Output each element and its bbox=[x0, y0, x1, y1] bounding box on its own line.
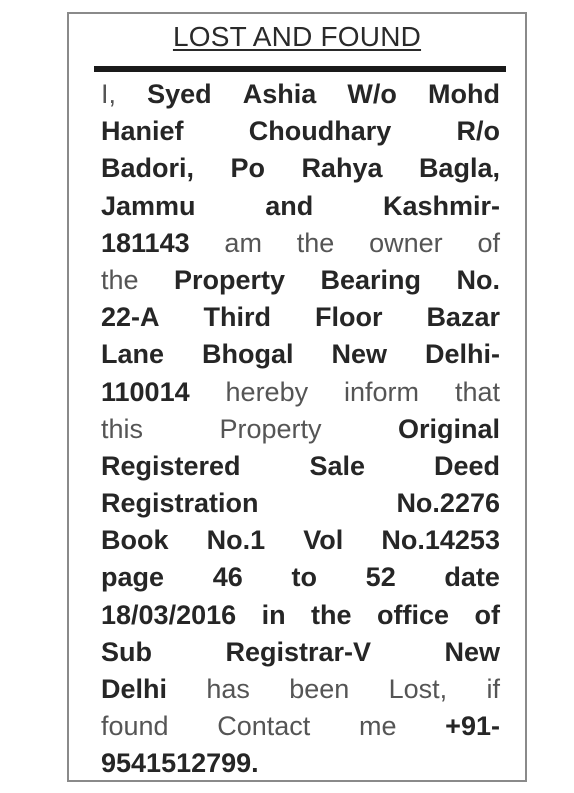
notice-word: the bbox=[311, 599, 352, 630]
notice-word: and bbox=[265, 190, 314, 221]
notice-word: the bbox=[101, 264, 139, 295]
notice-word: Floor bbox=[314, 302, 383, 333]
notice-word: office bbox=[377, 599, 450, 630]
notice-word: No.14253 bbox=[381, 525, 500, 556]
notice-word: Hanief bbox=[101, 116, 184, 147]
notice-word: to bbox=[291, 562, 317, 593]
notice-word: Delhi- bbox=[424, 339, 500, 370]
notice-word: found bbox=[101, 711, 169, 742]
notice-word: inform bbox=[344, 376, 420, 407]
notice-word: Deed bbox=[433, 450, 500, 481]
notice-word: R/o bbox=[456, 116, 500, 147]
notice-word: 110014 bbox=[101, 376, 190, 407]
notice-word: 9541512799. bbox=[101, 748, 259, 779]
notice-word: hereby bbox=[225, 376, 309, 407]
notice-word: Lost, bbox=[388, 674, 448, 704]
notice-word: of bbox=[474, 599, 500, 630]
notice-word: W/o bbox=[347, 79, 397, 109]
notice-word: Choudhary bbox=[248, 116, 392, 147]
notice-word: Kashmir- bbox=[382, 190, 500, 221]
notice-word: Contact bbox=[217, 711, 311, 742]
notice-body-line bbox=[101, 150, 500, 187]
notice-body-line bbox=[101, 336, 500, 373]
notice-word: date bbox=[444, 562, 500, 593]
notice-word: 46 bbox=[212, 562, 243, 593]
notice-word: Syed bbox=[147, 79, 212, 109]
notice-word: Property bbox=[219, 413, 322, 444]
notice-body-line bbox=[101, 225, 500, 262]
notice-word: if bbox=[486, 674, 500, 704]
lost-and-found-notice bbox=[67, 12, 527, 782]
notice-word: me bbox=[358, 711, 397, 742]
notice-word: Registrar-V bbox=[225, 636, 371, 667]
notice-word: No. bbox=[456, 264, 500, 295]
notice-word: Jammu bbox=[101, 190, 196, 221]
notice-word: New bbox=[331, 339, 387, 370]
notice-body-line bbox=[101, 522, 500, 559]
notice-body-line bbox=[101, 671, 500, 708]
notice-word: Sub bbox=[101, 636, 152, 667]
notice-word: Vol bbox=[303, 525, 344, 556]
notice-body-line bbox=[101, 448, 500, 485]
title-rule bbox=[94, 66, 506, 72]
notice-body-line bbox=[101, 634, 500, 671]
notice-word: Registered bbox=[101, 450, 241, 481]
notice-word: 181143 bbox=[101, 227, 190, 258]
notice-body-line bbox=[101, 411, 500, 448]
notice-word: page bbox=[101, 562, 165, 593]
notice-body-line bbox=[101, 76, 500, 113]
notice-body-line bbox=[101, 745, 500, 782]
notice-word: Bazar bbox=[426, 302, 500, 333]
notice-title-text: LOST AND FOUND bbox=[172, 21, 422, 52]
notice-word: Sale bbox=[309, 450, 366, 481]
notice-word: Bagla, bbox=[418, 153, 500, 184]
notice-word: the bbox=[296, 227, 335, 258]
notice-body-line bbox=[101, 485, 500, 522]
notice-word: Ashia bbox=[242, 79, 317, 109]
notice-word: New bbox=[444, 636, 500, 667]
notice-body-line bbox=[101, 708, 500, 745]
notice-word: owner bbox=[369, 227, 443, 258]
notice-word: Bearing bbox=[320, 264, 422, 295]
notice-word: in bbox=[261, 599, 286, 630]
notice-word: Lane bbox=[101, 339, 165, 370]
notice-word: Book bbox=[101, 525, 169, 556]
notice-word: No.1 bbox=[206, 525, 266, 556]
notice-word: been bbox=[289, 674, 350, 704]
notice-word: No.2276 bbox=[396, 488, 500, 519]
notice-word: Rahya bbox=[301, 153, 383, 184]
notice-word: Badori, bbox=[101, 153, 195, 184]
notice-title bbox=[69, 20, 525, 54]
notice-word: am bbox=[224, 227, 262, 258]
notice-body-line bbox=[101, 374, 500, 411]
notice-word: 52 bbox=[365, 562, 396, 593]
notice-word: this bbox=[101, 413, 144, 444]
notice-word: Third bbox=[203, 302, 271, 333]
notice-word: Bhogal bbox=[202, 339, 294, 370]
notice-word: Property bbox=[174, 264, 286, 295]
notice-body-line bbox=[101, 188, 500, 225]
notice-word: I, bbox=[101, 79, 117, 109]
notice-word: 18/03/2016 bbox=[101, 599, 237, 630]
notice-word: Mohd bbox=[428, 79, 500, 109]
notice-word: 22-A bbox=[101, 302, 160, 333]
notice-word: of bbox=[477, 227, 500, 258]
notice-word: that bbox=[454, 376, 500, 407]
notice-body-line bbox=[101, 299, 500, 336]
notice-word: Registration bbox=[101, 488, 259, 519]
notice-body-line bbox=[101, 597, 500, 634]
notice-word: Po bbox=[230, 153, 265, 184]
notice-body-line bbox=[101, 113, 500, 150]
notice-body-line bbox=[101, 559, 500, 596]
notice-word: Original bbox=[397, 413, 500, 444]
notice-word: Delhi bbox=[101, 674, 168, 704]
notice-word: has bbox=[206, 674, 250, 704]
notice-body-line bbox=[101, 262, 500, 299]
notice-body bbox=[101, 76, 500, 783]
notice-word: +91- bbox=[445, 711, 500, 742]
